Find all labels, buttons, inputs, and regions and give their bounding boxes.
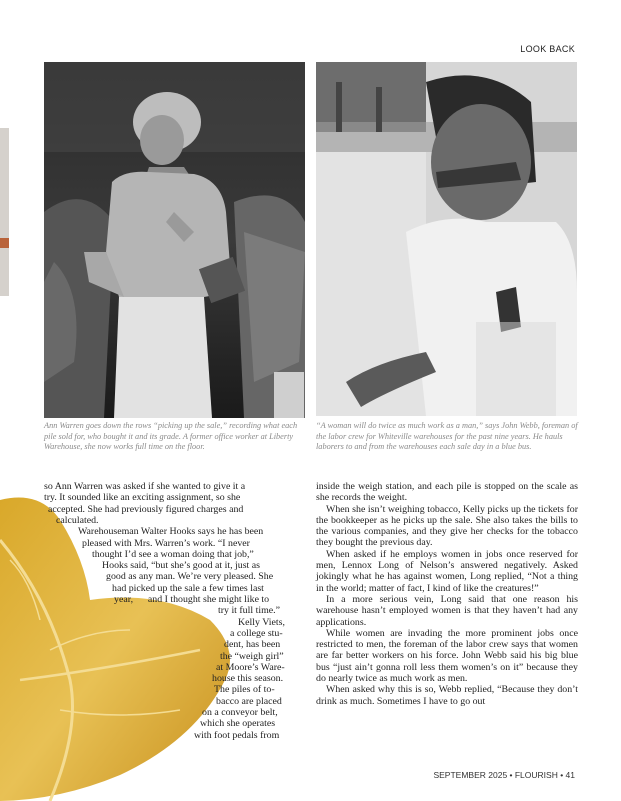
left-line: bacco are placed (216, 695, 282, 707)
section-label: LOOK BACK (520, 44, 575, 54)
photo-john-webb-image (316, 62, 577, 416)
paragraph: In a more serious vein, Long said that one reason his warehouse hasn’t employed women is that they haven’t had any applications. (316, 593, 578, 628)
article-column-right (316, 481, 578, 707)
paragraph: When asked if he employs women in jobs once reserved for men, Lennox Long of Nelson’s answered negatively. Asked jokingly what he has against women, Long replied, “Not a thing in the world; matter of fact, I kind of like the creatures!” (316, 548, 578, 594)
left-line: good as any man. We’re very pleased. She (106, 571, 274, 583)
left-line: house this season. (212, 673, 284, 685)
left-line: Kelly Viets, (238, 616, 285, 628)
paragraph: When she isn’t weighing tobacco, Kelly picks up the tickets for the bookkeeper as he picks up the sale. She also takes the bills to the various companies, and they give her checks for the tobacco they bought the previous day. (316, 503, 578, 549)
caption-left: Ann Warren goes down the rows “picking up the sale,” recording what each pile sold for, who bought it and its grade. A former office worker at Liberty Warehouse, she now works full time on the floor. (44, 421, 298, 452)
caption-right: “A woman will do twice as much work as a man,” says John Webb, foreman of the labor crew for Whiteville warehouses for the past nine years. He hauls laborers to and from the warehouses each sale day in a blue bus. (316, 421, 578, 452)
article-column-left (44, 481, 306, 761)
photo-john-webb (316, 62, 577, 416)
left-line: year, and I thought she might like to (114, 594, 270, 605)
paragraph: When asked why this is so, Webb replied, “Because they don’t drink as much. Sometimes I have to go out (316, 684, 578, 707)
left-line: try. It sounded like an exciting assignment, so she (44, 492, 241, 504)
left-line: on a conveyor belt, (202, 707, 278, 718)
paragraph: While women are invading the more prominent jobs once restricted to men, the foreman of the labor crew says that women are far better workers on his force. John Webb said his big blue bus “just ain’t gonna roll less them women’s on it” because they do nearly twice as much work as men. (316, 627, 578, 685)
left-line: pleased with Mrs. Warren’s work. “I never (82, 537, 250, 549)
left-line: a college stu- (230, 627, 283, 639)
adjacent-page-edge (0, 128, 9, 296)
left-line: had picked up the sale a few times last (112, 582, 264, 594)
left-line: which she operates (200, 718, 276, 730)
left-line: calculated. (56, 514, 99, 526)
paragraph: inside the weigh station, and each pile is stopped on the scale as she records the weight. (316, 481, 578, 504)
left-line: The piles of to- (214, 684, 275, 696)
left-line: with foot pedals from (194, 729, 280, 741)
left-line: try it full time.” (218, 605, 280, 617)
left-line: so Ann Warren was asked if she wanted to give it a (44, 481, 246, 492)
left-line: the “weigh girl” (220, 650, 284, 662)
photo-ann-warren-image (44, 62, 305, 418)
photo-ann-warren (44, 62, 305, 418)
adjacent-page-accent (0, 238, 9, 248)
left-line: Warehouseman Walter Hooks says he has been (78, 526, 264, 538)
left-line: at Moore’s Ware- (216, 661, 285, 673)
left-line: dent, has been (224, 639, 281, 651)
left-line: thought I’d see a woman doing that job,” (92, 548, 254, 560)
page-footer: SEPTEMBER 2025 • FLOURISH • 41 (433, 770, 575, 780)
left-line: Hooks said, “but she’s good at it, just as (102, 560, 260, 572)
left-line: accepted. She had previously figured charges and (48, 503, 244, 515)
